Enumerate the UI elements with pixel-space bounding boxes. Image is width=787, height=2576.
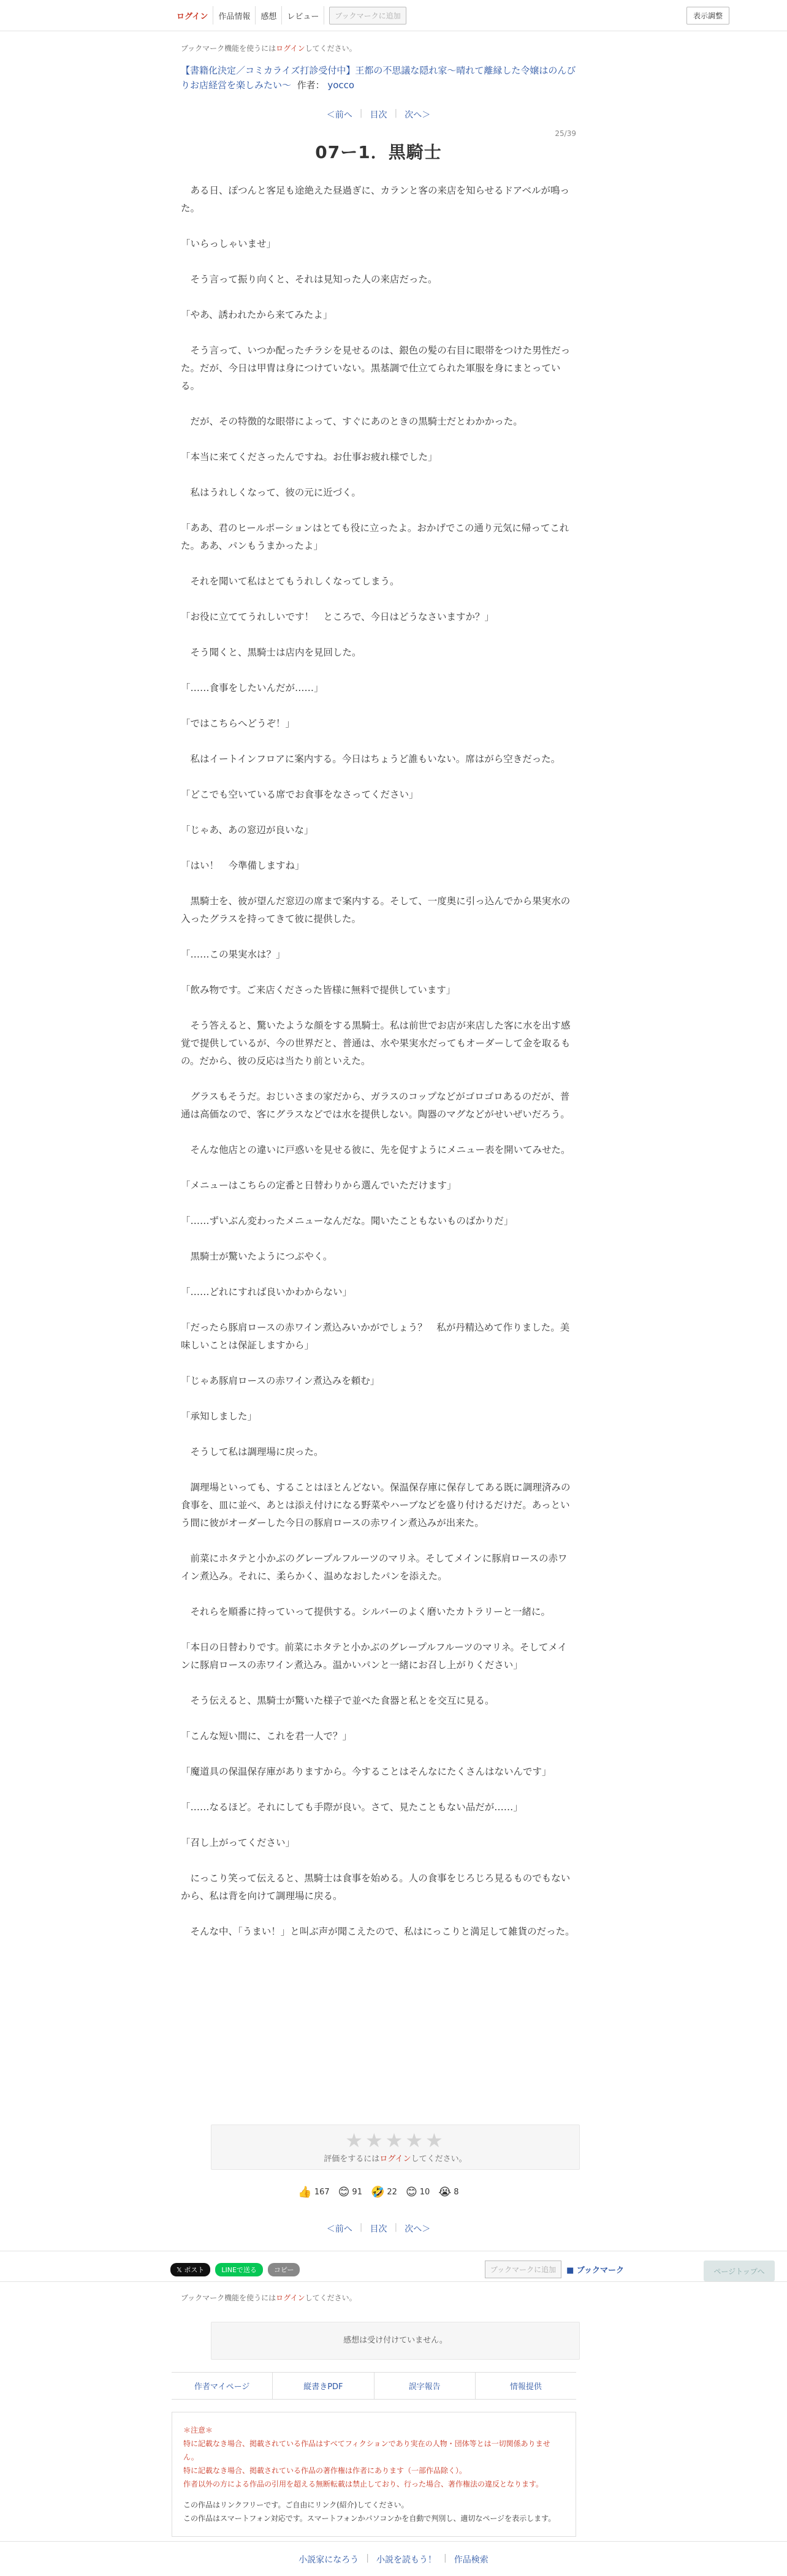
body-paragraph: 「メニューはこちらの定番と日替わりから選んでいただけます」 [181, 1180, 457, 1191]
bookmark-note-bottom-suffix: してください。 [305, 2294, 357, 2302]
body-paragraph: 「じゃあ豚肩ロースの赤ワイン煮込みを頼む」 [181, 1375, 380, 1386]
display-settings-button[interactable]: 表示調整 [686, 7, 729, 25]
nav-impressions[interactable]: 感想 [256, 6, 282, 25]
body-paragraph: 「本当に来てくださったんですね。お仕事お疲れ様でした」 [181, 451, 438, 463]
login-link[interactable]: ログイン [172, 6, 213, 25]
author-link[interactable]: yocco [327, 80, 355, 91]
body-paragraph: にっこり笑って伝えると、黒騎士は食事を始める。人の食事をじろじろ見るものでもないから、私は背を向けて調理場に戻る。 [181, 1873, 571, 1902]
reaction-count: 167 [314, 2188, 330, 2197]
bookmark-note-bottom [181, 2292, 576, 2303]
author-mypage-link[interactable]: 作者マイページ [172, 2373, 273, 2399]
body-paragraph: そう答えると、驚いたような顔をする黒騎士。私は前世でお店が来店した客に水を出す感覚で提供しているが、今の世界だと、普通は、水や果実水だってもオーダーして金を取るもの。だから、彼の反応は当たり前といえた。 [181, 1020, 571, 1067]
bookmark-note-bottom-text: ブックマーク機能を使うには [181, 2294, 276, 2302]
body-paragraph: それを聞いて私はとてもうれしくなってしまう。 [181, 576, 400, 587]
bookmark-add-button-bottom[interactable]: ブックマークに追加 [485, 2261, 561, 2278]
nav-reviews[interactable]: レビュー [282, 6, 324, 25]
laugh-icon: 🤣 [370, 2186, 385, 2199]
reaction-count: 10 [419, 2188, 430, 2197]
divider-2 [0, 2281, 787, 2282]
body-paragraph: そう言って、いつか配ったチラシを見せるのは、銀色の髪の右目に眼帯をつけた男性だった。だが、今日は甲冑は身につけていない。黒基調で仕立てられた軍服を身にまとっている。 [181, 345, 571, 391]
reaction-button[interactable] [406, 2186, 430, 2199]
reaction-count: 22 [387, 2188, 397, 2197]
reaction-button[interactable] [338, 2186, 362, 2199]
body-paragraph: だが、その特徴的な眼帯によって、すぐにあのときの黒騎士だとわかかった。 [181, 416, 523, 427]
body-paragraph: 前菜にホタテと小かぶのグレープルフルーツのマリネ。そしてメインに豚肩ロースの赤ワイン煮込み。それに、柔らかく、温めなおしたパンを添えた。 [181, 1553, 568, 1582]
episode-title: 07ー1．黒騎士 [315, 142, 442, 162]
bookmark-note-bottom-login-link[interactable]: ログイン [276, 2294, 305, 2302]
bookmark-note-login-link[interactable]: ログイン [276, 44, 305, 53]
caution-head: ＊注意＊ [183, 2426, 213, 2434]
header-nav [172, 6, 324, 25]
next-link[interactable]: 次へ＞ [405, 110, 431, 120]
nav-work-info[interactable]: 作品情報 [213, 6, 256, 25]
work-links [172, 2372, 576, 2400]
episode-counter: 25/39 [555, 129, 576, 138]
reactions-bar [181, 2186, 576, 2199]
body-paragraph: そんな他店との違いに戸惑いを見せる彼に、先を促すようにメニュー表を開いてみせた。 [181, 1144, 571, 1155]
body-paragraph: そうして私は調理場に戻った。 [181, 1446, 324, 1457]
body-paragraph: そう聞くと、黒騎士は店内を見回した。 [181, 647, 362, 658]
caution-box [172, 2412, 576, 2537]
typo-report-link[interactable]: 誤字報告 [374, 2373, 476, 2399]
body-paragraph: 「どこでも空いている席でお食事をなさってください」 [181, 789, 419, 800]
share-bar [170, 2261, 624, 2278]
prev-link[interactable]: ＜前へ [326, 110, 352, 120]
body-paragraph: 「やあ、誘われたから来てみたよ」 [181, 309, 333, 320]
body-paragraph: 「……この果実水は？」 [181, 949, 286, 960]
body-paragraph: 黒騎士を、彼が望んだ窓辺の席まで案内する。そして、一度奥に引っ込んでから果実水の入ったグラスを持ってきて彼に提供した。 [181, 896, 571, 924]
grin-icon: 😊 [405, 2186, 417, 2199]
footer-divider [0, 2541, 787, 2542]
body-paragraph: 「……食事をしたいんだが……」 [181, 682, 324, 693]
footer-yomou-link[interactable]: 小説を読もう！ [376, 2555, 436, 2565]
author-label: 作者： [297, 80, 325, 91]
reaction-button[interactable] [298, 2186, 329, 2199]
series-title-link[interactable]: 【書籍化決定／コミカライズ打診受付中】王都の不思議な隠れ家〜晴れて離縁した令嬢はのんびりお店経営を楽しみたい〜 [181, 65, 576, 91]
body-paragraph: そう言って振り向くと、それは見知った人の来店だった。 [181, 274, 438, 285]
body-paragraph: 調理場といっても、することはほとんどない。保温保存庫に保存してある既に調理済みの食事を、皿に並べ、あとは添え付けになる野菜やハーブなどを盛り付けるだけだ。あっという間に彼がオーダーした今日の豚肩ロースの赤ワイン煮込みが出来た。 [181, 1482, 571, 1528]
body-paragraph: 「はい！ 今準備しますね」 [181, 860, 305, 871]
reaction-button[interactable] [438, 2186, 458, 2199]
body-paragraph: 「ではこちらへどうぞ！」 [181, 718, 295, 729]
body-paragraph: 「召し上がってください」 [181, 1837, 295, 1848]
pager-bottom: ＜前へ | 目次 | 次へ＞ [326, 2223, 431, 2234]
body-paragraph: 「だったら豚肩ロースの赤ワイン煮込みいかがでしょう？ 私が丹精込めて作りました。美味しいことは保証しますから」 [181, 1322, 570, 1351]
footer-narou-link[interactable]: 小説家になろう [298, 2555, 359, 2565]
series-title-block [181, 63, 576, 93]
footer-search-link[interactable]: 作品検索 [454, 2555, 489, 2565]
prev-link-bottom[interactable]: ＜前へ [326, 2224, 352, 2234]
body-paragraph: 「魔道具の保温保存庫がありますから。今することはそんなにたくさんはないんです」 [181, 1766, 552, 1777]
body-paragraph: 私はイートインフロアに案内する。今日はちょうど誰もいない。席はがら空きだった。 [181, 754, 561, 765]
x-post-button[interactable]: 𝕏 ポスト [170, 2263, 210, 2276]
body-paragraph: 「ああ、君のヒールポーションはとても役に立ったよ。おかげでこの通り元気に帰ってこれた。ああ、パンもうまかったよ」 [181, 523, 569, 551]
body-paragraph: そんな中、「うまい！」と叫ぶ声が聞こえたので、私はにっこりと満足して雑貨のだった。 [181, 1926, 575, 1937]
body-paragraph: 「……なるほど。それにしても手際が良い。さて、見たこともない品だが……」 [181, 1802, 523, 1813]
body-paragraph: 黒騎士が驚いたようにつぶやく。 [181, 1251, 333, 1262]
rating-stars[interactable]: ★★★★★ [345, 2129, 446, 2152]
crying-icon: 😭 [438, 2186, 452, 2199]
body-paragraph: 「……どれにすれば良いかわからない」 [181, 1286, 352, 1297]
body-paragraph: 「お役に立ててうれしいです！ ところで、今日はどうなさいますか？」 [181, 611, 495, 622]
pager-top: ＜前へ | 目次 | 次へ＞ [326, 108, 431, 120]
rating-note-suffix: してください。 [411, 2155, 467, 2164]
bookmark-note-text: ブックマーク機能を使うには [181, 44, 276, 53]
top-header [0, 0, 787, 31]
rating-login-link[interactable]: ログイン [379, 2155, 411, 2164]
vertical-pdf-link[interactable]: 縦書きPDF [273, 2373, 374, 2399]
bookmark-note [181, 43, 576, 53]
bookmark-add-button[interactable]: ブックマークに追加 [329, 7, 406, 25]
caution-line-2: 特に記載なき場合、掲載されている作品の著作権は作者にあります（一部作品除く）。 [183, 2466, 467, 2475]
copy-button[interactable]: コピー [268, 2263, 300, 2276]
reaction-count: 8 [454, 2188, 459, 2197]
caution-line-1: 特に記載なき場合、掲載されている作品はすべてフィクションであり実在の人物・団体等とは一切関係ありません。 [183, 2439, 550, 2461]
body-paragraph: 「承知しました」 [181, 1411, 257, 1422]
episode-body [181, 182, 576, 1958]
body-paragraph: 「……ずいぶん変わったメニューなんだな。聞いたこともないものばかりだ」 [181, 1215, 514, 1226]
rating-box [211, 2125, 580, 2170]
reaction-button[interactable] [371, 2186, 397, 2199]
rating-note [211, 2152, 579, 2164]
footer-links: 小説家になろう | 小説を読もう！ | 作品検索 [298, 2553, 489, 2565]
caution-line-4: この作品はリンクフリーです。ご自由にリンク(紹介)してください。 [183, 2501, 409, 2509]
bookmark-note-suffix: してください。 [305, 44, 357, 53]
toc-link-bottom[interactable]: 目次 [370, 2224, 387, 2234]
info-provide-link[interactable]: 情報提供 [509, 2382, 542, 2392]
body-paragraph: 「いらっしゃいませ」 [181, 238, 276, 249]
body-paragraph: 私はうれしくなって、彼の元に近づく。 [181, 487, 361, 498]
body-paragraph: 「じゃあ、あの窓辺が良いな」 [181, 825, 314, 836]
smile-icon: 😊 [338, 2186, 350, 2199]
reaction-count: 91 [352, 2188, 362, 2197]
rating-note-text: 評価をするには [324, 2155, 380, 2164]
body-paragraph: 「本日の日替わりです。前菜にホタテと小かぶのグレープルフルーツのマリネ。そしてメインに豚肩ロースの赤ワイン煮込み。温かいパンと一緒にお召し上がりください」 [181, 1642, 568, 1671]
next-link-bottom[interactable]: 次へ＞ [405, 2224, 431, 2234]
body-paragraph: 「こんな短い間に、これを君一人で？」 [181, 1731, 352, 1742]
page-top-button[interactable]: ページトップへ [704, 2261, 775, 2281]
thumbs-up-icon: 👍 [298, 2186, 312, 2199]
caution-line-5: この作品はスマートフォン対応です。スマートフォンかパソコンかを自動で判別し、適切なページを表示します。 [183, 2514, 556, 2523]
bookmark-link[interactable]: ■ ブックマーク [566, 2266, 624, 2275]
caution-line-3: 作者以外の方による作品の引用を超える無断転載は禁止しており、行った場合、著作権法の違反となります。 [183, 2480, 544, 2488]
body-paragraph: ある日、ぽつんと客足も途絶えた昼過ぎに、カランと客の来店を知らせるドアベルが鳴った。 [181, 185, 569, 214]
impression-box: 感想は受け付けていません。 [211, 2322, 580, 2360]
toc-link[interactable]: 目次 [370, 110, 387, 120]
body-paragraph: グラスもそうだ。おじいさまの家だから、ガラスのコップなどがゴロゴロあるのだが、普通は高価なので、客にグラスなどでは水を提供しない。陶器のマグなどがせいぜいだろう。 [181, 1091, 570, 1120]
body-paragraph: それらを順番に持っていって提供する。シルバーのよく磨いたカトラリーと一緒に。 [181, 1606, 551, 1617]
body-paragraph: そう伝えると、黒騎士が驚いた様子で並べた食器と私とを交互に見る。 [181, 1695, 495, 1706]
line-share-button[interactable]: LINEで送る [215, 2263, 263, 2276]
body-paragraph: 「飲み物です。ご来店くださった皆様に無料で提供しています」 [181, 984, 456, 995]
